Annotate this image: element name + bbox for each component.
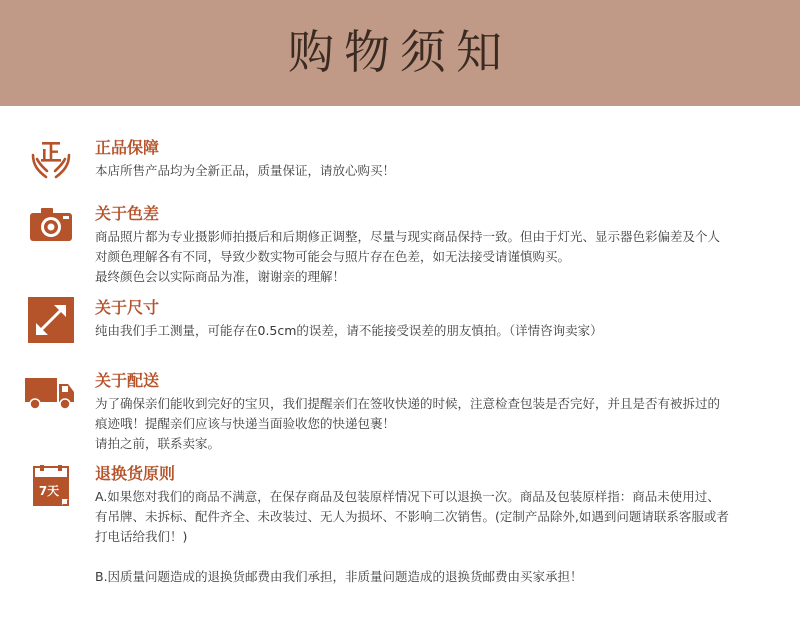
body-line: 商品照片都为专业摄影师拍摄后和后期修正调整，尽量与现实商品保持一致。但由于灯光、显示器色彩偏差及个人: [95, 229, 721, 244]
section-title: 退换货原则: [95, 464, 176, 483]
section-body: [95, 394, 775, 454]
resize-arrow-icon: [28, 297, 74, 343]
body-line: B.因质量问题造成的退换货邮费由我们承担，非质量问题造成的退换货邮费由买家承担！: [95, 569, 583, 584]
calendar-label: 7天: [38, 484, 60, 498]
body-line: 本店所售产品均为全新正品，质量保证，请放心购买！: [95, 163, 396, 178]
banner: [0, 0, 800, 106]
camera-icon: [28, 203, 74, 249]
body-line: 纯由我们手工测量，可能存在0.5cm的误差，请不能接受误差的朋友慎拍。（详情咨询卖家）: [95, 323, 603, 338]
section-body: [95, 487, 775, 587]
section-title: 正品保障: [95, 138, 160, 157]
section-body: [95, 321, 775, 341]
body-line: 对颜色理解各有不同，导致少数实物可能会与照片存在色差，如无法接受请谨慎购买。: [95, 249, 571, 264]
blank-line: [95, 547, 775, 567]
body-line: 有吊牌、未拆标、配件齐全、未改装过、无人为损坏、不影响二次销售。(定制产品除外,如遇到问题请联系客服或者: [95, 509, 729, 524]
page-title: 购物须知: [288, 25, 512, 79]
body-line: 最终颜色会以实际商品为准，谢谢亲的理解！: [95, 269, 346, 284]
body-line: A.如果您对我们的商品不满意，在保存商品及包装原样情况下可以退换一次。商品及包装原样指：商品未使用过、: [95, 489, 720, 504]
body-line: 请拍之前，联系卖家。: [95, 436, 221, 451]
section-body: [95, 161, 775, 181]
body-line: 为了确保亲们能收到完好的宝贝，我们提醒亲们在签收快递的时候，注意检查包装是否完好，并且是否有被拆过的: [95, 396, 721, 411]
body-line: 打电话给我们！): [95, 529, 188, 544]
section-title: 关于色差: [95, 204, 160, 223]
section-title: 关于尺寸: [95, 298, 160, 317]
body-line: 痕迹哦！提醒亲们应该与快递当面验收您的快递包裹！: [95, 416, 396, 431]
section-title: 关于配送: [95, 371, 160, 390]
genuine-hands-icon: [28, 137, 74, 183]
calendar-7-days-icon: [28, 463, 74, 509]
truck-icon: [24, 370, 76, 416]
section-body: [95, 227, 775, 287]
